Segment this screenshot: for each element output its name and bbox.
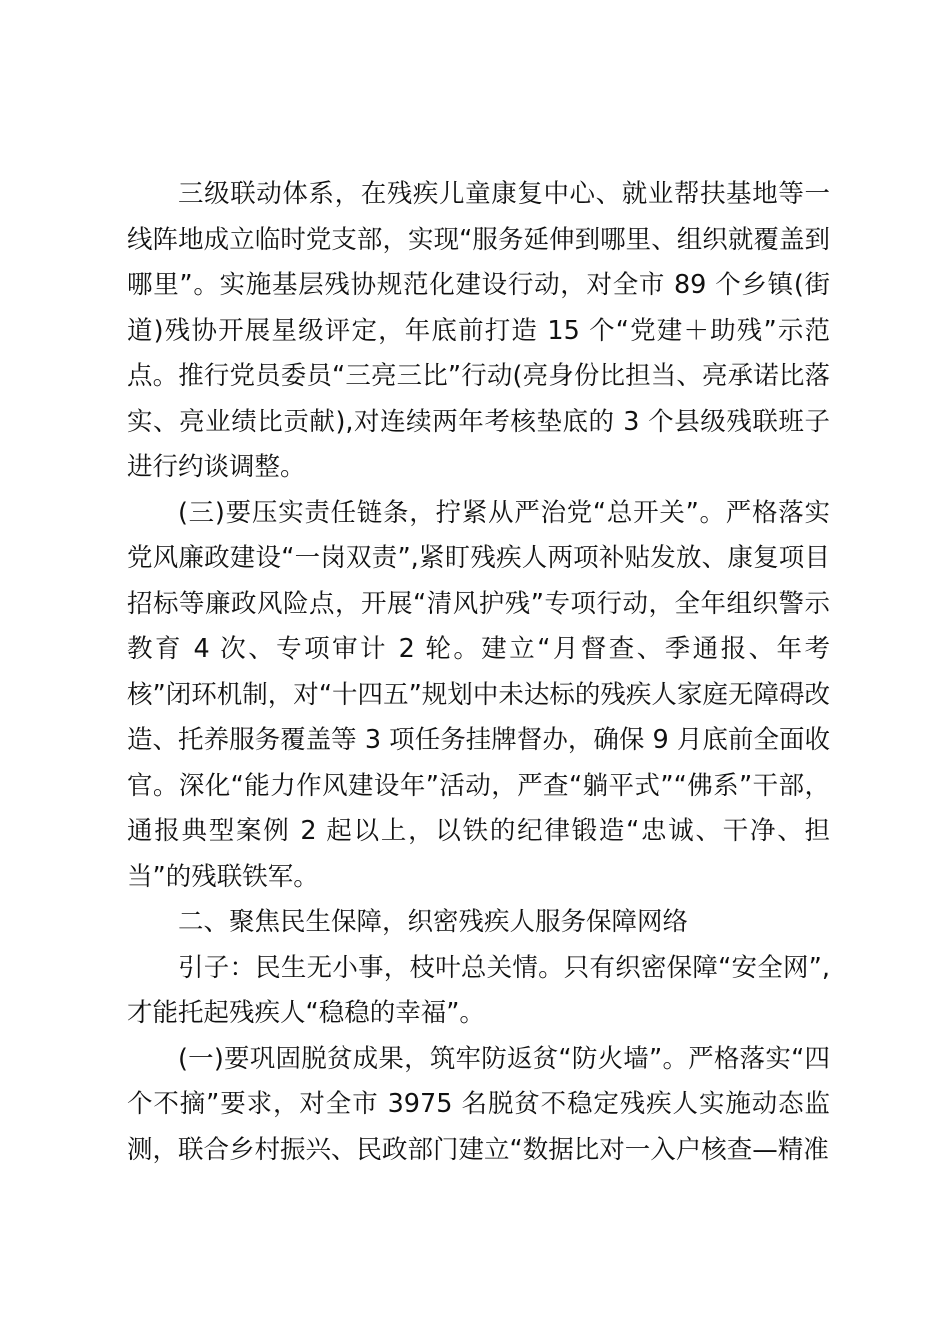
- paragraph-poverty-results: (一)要巩固脱贫成果，筑牢防返贫“防火墙”。严格落实“四个不摘”要求，对全市 3975 名脱贫不稳定残疾人实施动态监测，联合乡村振兴、民政部门建立“数据比对一入户核查—精准: [127, 1043, 830, 1165]
- paragraph-responsibility-chain: (三)要压实责任链条，拧紧从严治党“总开关”。严格落实党风廉政建设“一岗双责”,紧盯残疾人两项补贴发放、康复项目招标等廉政风险点，开展“清风护残”专项行动，全年组织警示教育 4 次、专项审计 2 轮。建立“月督查、季通报、年考核”闭环机制，对“十四五”规划中未达标的残疾人家庭无障碍改造、托养服务覆盖等 3 项任务挂牌督办，确保 9 月底前全面收官。深化“能力作风建设年”活动，严查“躺平式”“佛系”干部，通报典型案例 2 起以上，以铁的纪律锻造“忠诚、干净、担当”的残联铁军。: [127, 497, 830, 892]
- section-heading-livelihood: 二、聚焦民生保障，织密残疾人服务保障网络: [178, 907, 689, 937]
- document-page: [127, 172, 830, 1173]
- paragraph-party-building-system: 三级联动体系，在残疾儿童康复中心、就业帮扶基地等一线阵地成立临时党支部，实现“服务延伸到哪里、组织就覆盖到哪里”。实施基层残协规范化建设行动，对全市 89 个乡镇(街道)残协开展星级评定，年底前打造 15 个“党建＋助残”示范点。推行党员委员“三亮三比”行动(亮身份比担当、亮承诺比落实、亮业绩比贡献),对连续两年考核垫底的 3 个县级残联班子进行约谈调整。: [127, 179, 830, 482]
- paragraph-introduction: 引子：民生无小事，枝叶总关情。只有织密保障“安全网”,才能托起残疾人“稳稳的幸福”。: [127, 952, 830, 1028]
